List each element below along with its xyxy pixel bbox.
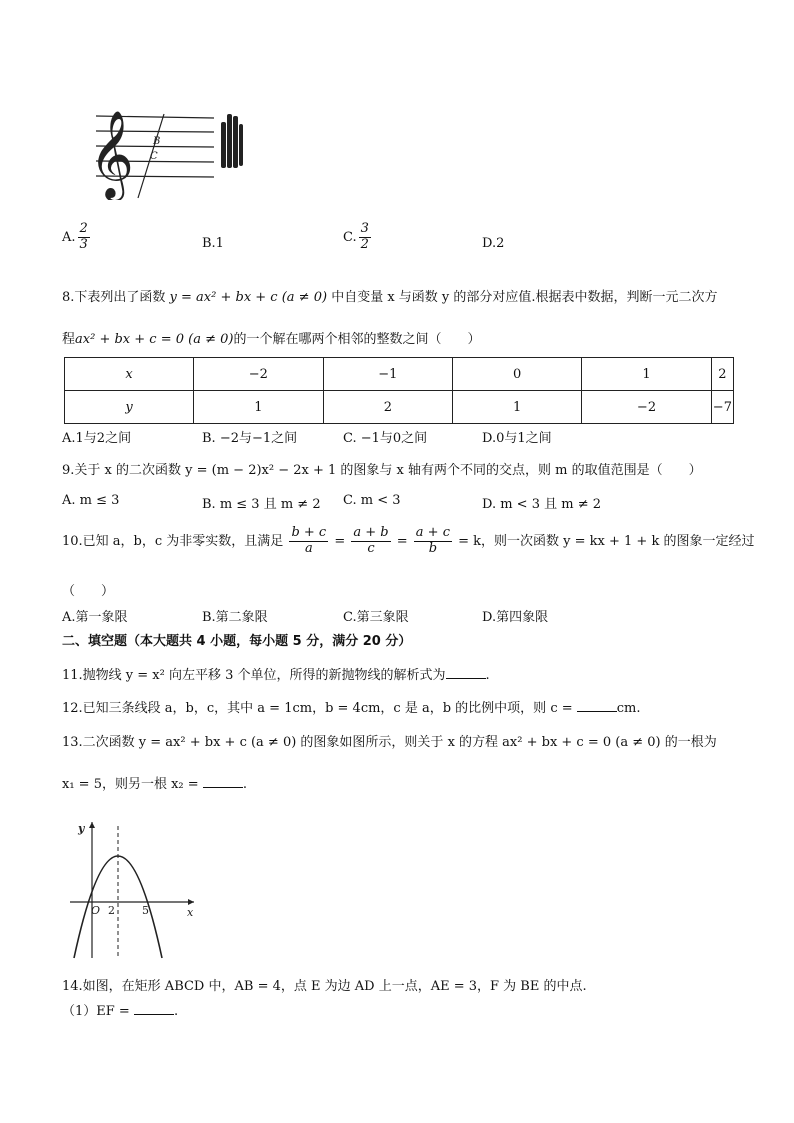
x-axis-arrow-icon <box>188 899 194 905</box>
x-axis-label: x <box>187 906 194 919</box>
table-cell: 1 <box>582 358 712 391</box>
q8-option-d[interactable]: D.0与1之间 <box>482 431 552 446</box>
point-b-label: B <box>153 136 161 147</box>
table-cell: −1 <box>323 358 453 391</box>
q9-option-a[interactable]: A. m ≤ 3 <box>62 493 120 508</box>
point-c-label: C <box>150 151 158 162</box>
q7-option-a[interactable]: A. $\frac{2}{3}$ <box>62 221 88 252</box>
q8-question-line1: 8.下表列出了函数 y = ax² + bx + c (a ≠ 0) 中自变量 x 与函数 y 的部分对应值.根据表中数据，判断一元二次方 <box>62 290 718 305</box>
q8-option-b[interactable]: B. −2与−1之间 <box>202 431 298 446</box>
table-cell: −7 <box>711 391 733 424</box>
table-cell: −2 <box>194 358 324 391</box>
q10-question-line1: 10.已知 a，b，c 为非零实数，且满足 $\frac{b + c}{a}$ = $\frac{a + b}{c}$ = $\frac{a + c}{b}$ = k，则一次函数 y = kx + 1 + k 的图象一定经过 <box>62 525 755 556</box>
table-cell: 1 <box>453 391 582 424</box>
q10-option-b[interactable]: B.第二象限 <box>202 610 268 625</box>
q13-answer-blank[interactable] <box>203 775 243 788</box>
treble-clef-icon: 𝄞 <box>89 109 134 198</box>
q14-question-line1: 14.如图，在矩形 ABCD 中，AB = 4，点 E 为边 AD 上一点，AE = 3，F 为 BE 的中点. <box>62 979 587 994</box>
q9-option-b[interactable]: B. m ≤ 3 且 m ≠ 2 <box>202 497 321 512</box>
q12-answer-blank[interactable] <box>577 699 617 712</box>
origin-label: O <box>91 904 101 917</box>
q10-answer-paren: （ ） <box>62 584 115 599</box>
q10-option-c[interactable]: C.第三象限 <box>343 610 409 625</box>
q8-value-table <box>64 357 734 424</box>
q14-question-line2: （1）EF = . <box>62 1004 179 1019</box>
q10-fraction-2: $\frac{a + b}{c}$ <box>353 525 389 556</box>
q7-option-c-fraction: $\frac{3}{2}$ <box>360 221 369 252</box>
q8-option-c[interactable]: C. −1与0之间 <box>343 431 428 446</box>
q10-option-a[interactable]: A.第一象限 <box>62 610 128 625</box>
q13-question-line1: 13.二次函数 y = ax² + bx + c (a ≠ 0) 的图象如图所示，则关于 x 的方程 ax² + bx + c = 0 (a ≠ 0) 的一根为 <box>62 735 717 750</box>
q13-parabola-graph <box>62 812 202 960</box>
table-cell: −2 <box>582 391 712 424</box>
tick-label-5: 5 <box>142 904 149 917</box>
table-row-y <box>65 391 734 424</box>
q7-staff-figure <box>64 94 256 200</box>
q7-option-d[interactable]: D.2 <box>482 236 505 251</box>
q13-question-line2: x₁ = 5，则另一根 x₂ = . <box>62 777 247 792</box>
hand-icon <box>221 114 243 168</box>
q8-question-line2: 程ax² + bx + c = 0 (a ≠ 0)的一个解在哪两个相邻的整数之间（ ） <box>62 332 481 347</box>
q7-option-c[interactable]: C. $\frac{3}{2}$ <box>343 221 369 252</box>
q9-question: 9.关于 x 的二次函数 y = (m − 2)x² − 2x + 1 的图象与 x 轴有两个不同的交点，则 m 的取值范围是（ ） <box>62 463 702 478</box>
table-cell: 1 <box>194 391 324 424</box>
y-axis-arrow-icon <box>89 822 95 828</box>
q7-option-b[interactable]: B.1 <box>202 236 224 251</box>
q11-question: 11.抛物线 y = x² 向左平移 3 个单位，所得的新抛物线的解析式为 . <box>62 668 490 683</box>
q10-option-d[interactable]: D.第四象限 <box>482 610 549 625</box>
y-axis-label: y <box>78 822 85 835</box>
q8-option-a[interactable]: A.1与2之间 <box>62 431 132 446</box>
table-cell: 2 <box>711 358 733 391</box>
table-row-x <box>65 358 734 391</box>
table-cell: 0 <box>453 358 582 391</box>
table-cell: y <box>65 391 194 424</box>
q10-fraction-3: $\frac{a + c}{b}$ <box>415 525 450 556</box>
table-cell: 2 <box>323 391 453 424</box>
q11-answer-blank[interactable] <box>446 666 486 679</box>
q9-option-c[interactable]: C. m < 3 <box>343 493 401 508</box>
q7-option-a-fraction: $\frac{2}{3}$ <box>79 221 88 252</box>
q12-question: 12.已知三条线段 a，b，c，其中 a = 1cm，b = 4cm，c 是 a，b 的比例中项，则 c = cm. <box>62 701 641 716</box>
table-cell: x <box>65 358 194 391</box>
section-heading-fill-in: 二、填空题（本大题共 4 小题，每小题 5 分，满分 20 分） <box>62 634 412 649</box>
q10-fraction-1: $\frac{b + c}{a}$ <box>291 525 327 556</box>
tick-label-2: 2 <box>108 904 115 917</box>
q9-option-d[interactable]: D. m < 3 且 m ≠ 2 <box>482 497 601 512</box>
q14-answer-blank[interactable] <box>134 1002 174 1015</box>
